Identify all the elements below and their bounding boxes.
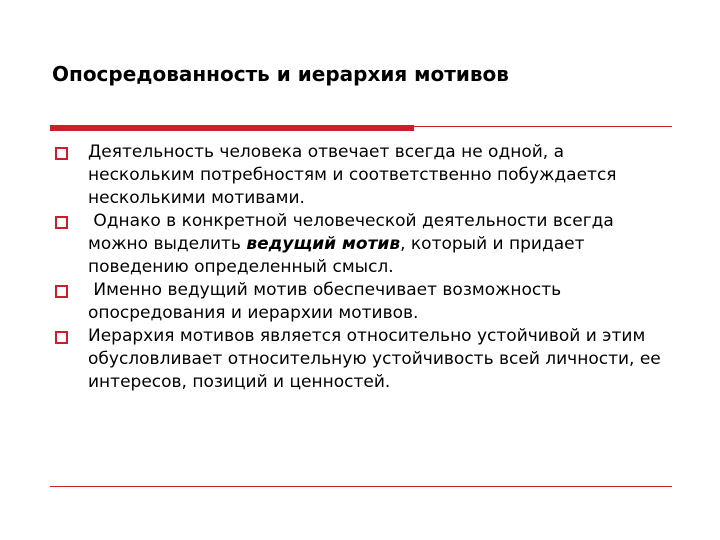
slide-title: Опосредованность и иерархия мотивов — [52, 62, 509, 86]
bullet-item — [52, 325, 672, 394]
emphasis-leading-motive: ведущий мотив — [246, 234, 401, 254]
hollow-square-icon — [55, 147, 68, 160]
hollow-square-icon — [55, 285, 68, 298]
bullet-item — [52, 210, 672, 279]
bullet-item — [52, 141, 672, 210]
bullet-text: Иерархия мотивов является относительно устойчивой и этим обусловливает относительную устойчивость всей личности, ее интересов, позиций и ценностей. — [88, 326, 661, 392]
bullet-text-start: Однако в конкретной человеческой деятельности всегда можно выделить — [88, 211, 620, 254]
hollow-square-icon — [55, 331, 68, 344]
bullet-text: Деятельность человека отвечает всегда не одной, а нескольким потребностям и соответственно побуждается несколькими мотивами. — [88, 142, 617, 208]
bullet-item — [52, 279, 672, 325]
hollow-square-icon — [55, 216, 68, 229]
bottom-divider-line — [50, 486, 672, 487]
bullet-text-end: , который и придает поведению определенный смысл. — [88, 234, 585, 277]
title-accent-bar — [50, 125, 414, 131]
bullet-text: Именно ведущий мотив обеспечивает возможность опосредования и иерархии мотивов. — [88, 280, 567, 323]
bullet-list — [52, 141, 672, 394]
